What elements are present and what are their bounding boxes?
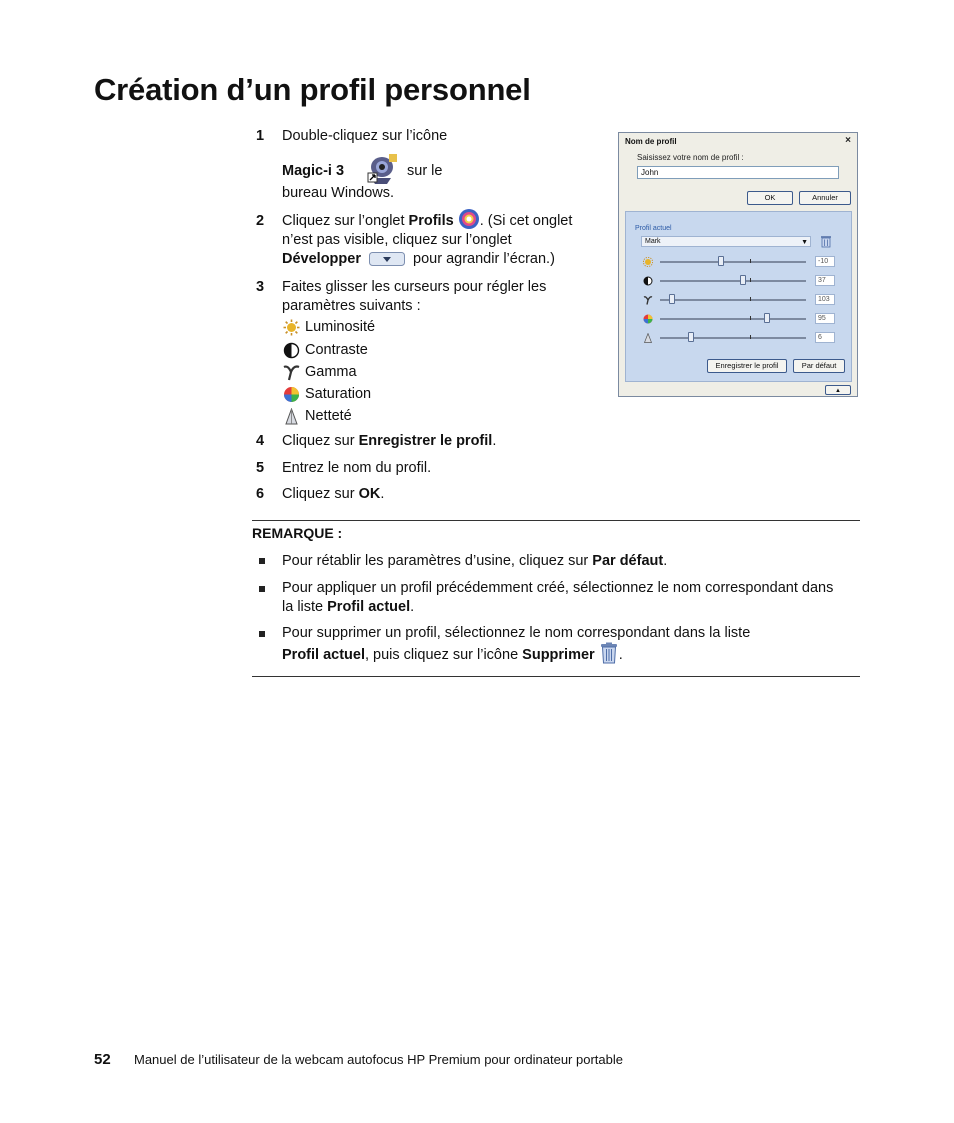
step-number: 6	[256, 486, 265, 502]
slider-track[interactable]	[660, 318, 806, 320]
bullet-icon	[259, 631, 265, 637]
tab-name: Développer	[282, 251, 361, 267]
button-name: Enregistrer le profil	[358, 433, 493, 449]
profile-name-input[interactable]: John	[637, 166, 839, 179]
step-text: .	[492, 433, 497, 449]
param-label: Gamma	[305, 364, 357, 380]
step-text: n’est pas visible, cliquez sur l’onglet	[282, 232, 512, 248]
chevron-up-icon: ▲	[835, 388, 841, 394]
param-label: Saturation	[305, 386, 372, 402]
page-title: Création d’un profil personnel	[94, 72, 531, 107]
slider-value[interactable]: 103	[815, 294, 835, 305]
slider-track[interactable]	[660, 337, 806, 339]
step-text: Double-cliquez sur l’icône	[282, 128, 448, 144]
page-number: 52	[94, 1051, 111, 1068]
bullet-icon	[259, 586, 265, 592]
note-text: .	[410, 599, 415, 615]
step-text: Cliquez sur	[282, 433, 359, 449]
magic-i-app-icon[interactable]	[367, 152, 401, 186]
trash-icon	[599, 642, 619, 664]
note-text: Pour supprimer un profil, sélectionnez le nom correspondant dans la liste	[282, 625, 751, 641]
slider-value[interactable]: 6	[815, 332, 835, 343]
slider-row-saturation	[643, 313, 843, 325]
slider-row-sharpness	[643, 332, 843, 344]
step-number: 2	[256, 213, 265, 229]
note-text: .	[618, 647, 623, 663]
slider-tick	[750, 335, 751, 339]
note-text: la liste	[282, 599, 328, 615]
slider-thumb[interactable]	[669, 294, 675, 304]
brightness-icon	[283, 319, 300, 336]
step-text: pour agrandir l’écran.)	[413, 251, 555, 267]
ok-button[interactable]: OK	[747, 191, 793, 205]
slider-tick	[750, 259, 751, 263]
param-label: Luminosité	[305, 319, 376, 335]
note-text: Pour appliquer un profil précédemment créé, sélectionnez le nom correspondant dans	[282, 580, 834, 596]
slider-thumb[interactable]	[764, 313, 770, 323]
saturation-icon	[283, 386, 300, 403]
step-text: Faites glisser les curseurs pour régler les	[282, 279, 547, 295]
save-profile-button[interactable]: Enregistrer le profil	[707, 359, 787, 373]
trash-icon[interactable]	[820, 235, 832, 248]
button-name: Supprimer	[522, 647, 595, 663]
collapse-button[interactable]	[825, 385, 851, 395]
slider-track[interactable]	[660, 261, 806, 263]
note-item-1	[282, 552, 860, 571]
step-number: 1	[256, 128, 265, 144]
dialog-prompt: Saisissez votre nom de profil :	[637, 153, 744, 162]
slider-row-gamma	[643, 294, 843, 306]
note-bottom-rule	[252, 676, 860, 677]
slider-tick	[750, 297, 751, 301]
field-name: Profil actuel	[282, 647, 365, 663]
current-profile-label: Profil actuel	[635, 225, 672, 232]
step-number: 4	[256, 433, 265, 449]
slider-value[interactable]: 37	[815, 275, 835, 286]
step-text: . (Si cet onglet	[479, 213, 573, 229]
param-label: Contraste	[305, 342, 368, 358]
current-profile-select[interactable]	[641, 236, 811, 247]
contrast-icon	[643, 276, 653, 286]
step-text: Cliquez sur l’onglet	[282, 213, 409, 229]
tab-name: Profils	[408, 213, 454, 229]
slider-tick	[750, 278, 751, 282]
saturation-icon	[643, 314, 653, 324]
sharpness-icon	[283, 408, 300, 425]
step-text: Entrez le nom du profil.	[282, 460, 432, 476]
gamma-icon	[283, 364, 300, 381]
slider-row-contrast	[643, 275, 843, 287]
slider-thumb[interactable]	[740, 275, 746, 285]
step-text: Cliquez sur	[282, 486, 359, 502]
step-text: bureau Windows.	[282, 185, 395, 201]
dialog-title: Nom de profil	[625, 137, 677, 146]
slider-track[interactable]	[660, 299, 806, 301]
bullet-icon	[259, 558, 265, 564]
step-text: sur le	[407, 163, 443, 179]
note-item-2	[282, 579, 860, 617]
slider-thumb[interactable]	[718, 256, 724, 266]
param-label: Netteté	[305, 408, 352, 424]
profiles-tab-icon	[458, 208, 480, 230]
field-name: Profil actuel	[327, 599, 411, 615]
slider-value[interactable]: -10	[815, 256, 835, 267]
slider-thumb[interactable]	[688, 332, 694, 342]
slider-tick	[750, 316, 751, 320]
sharpness-icon	[643, 333, 653, 343]
brightness-icon	[643, 257, 653, 267]
note-text: .	[663, 553, 668, 569]
close-icon[interactable]: ×	[845, 135, 851, 146]
slider-value[interactable]: 95	[815, 313, 835, 324]
default-button[interactable]: Par défaut	[793, 359, 845, 373]
slider-track[interactable]	[660, 280, 806, 282]
step-number: 5	[256, 460, 265, 476]
note-top-rule	[252, 520, 860, 521]
app-name: Magic-i 3	[282, 163, 345, 179]
button-name: Par défaut	[592, 553, 664, 569]
step-text: paramètres suivants :	[282, 298, 421, 314]
button-name: OK	[358, 486, 381, 502]
footer-text: Manuel de l’utilisateur de la webcam autofocus HP Premium pour ordinateur portable	[134, 1052, 623, 1067]
note-item-3	[282, 624, 860, 665]
note-heading: REMARQUE :	[252, 525, 343, 541]
chevron-down-icon: ▼	[801, 239, 808, 246]
note-text: , puis cliquez sur l’icône	[365, 647, 523, 663]
current-profile-value: Mark	[645, 238, 661, 245]
contrast-icon	[283, 342, 300, 359]
step-number: 3	[256, 279, 265, 295]
step-text: .	[380, 486, 385, 502]
gamma-icon	[643, 295, 653, 305]
expand-button-icon	[369, 252, 405, 266]
note-text: Pour rétablir les paramètres d’usine, cliquez sur	[282, 553, 593, 569]
cancel-button[interactable]: Annuler	[799, 191, 851, 205]
slider-row-brightness	[643, 256, 843, 268]
profile-name-dialog	[618, 132, 858, 397]
